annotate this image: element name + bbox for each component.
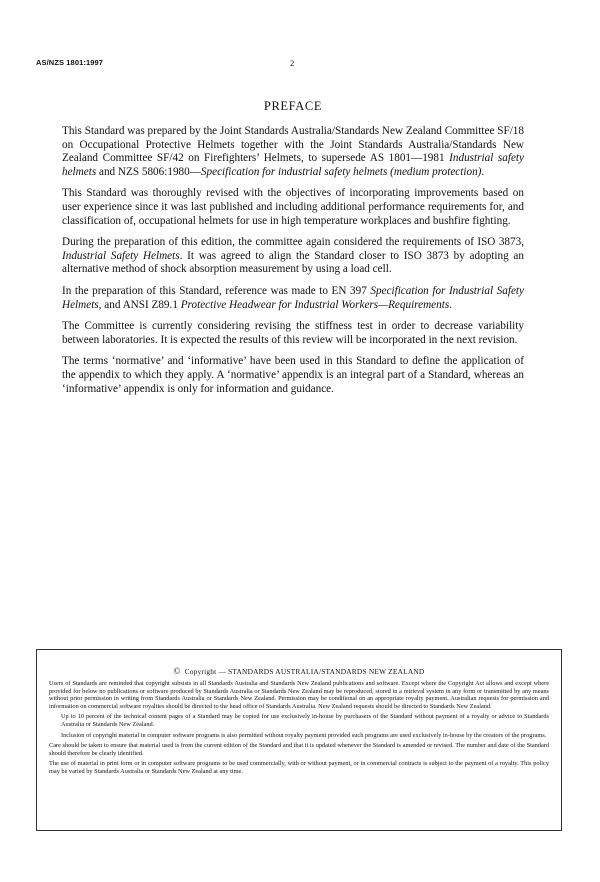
copyright-notice-box — [36, 649, 562, 831]
standard-title: Industrial safety helmets — [62, 152, 524, 178]
copyright-paragraph-5: The use of material in print form or in computer software programs to be used commercially, with or without payment, or in commercial contracts is subject to the payment of a royalty. This policy may be varied by Standards Australia or Standards New Zealand at any time. — [49, 760, 549, 775]
page-header — [36, 58, 564, 72]
copyright-title-text: Copyright — STANDARDS AUSTRALIA/STANDARDS NEW ZEALAND — [184, 667, 425, 676]
standard-title: Industrial Safety Helmets — [62, 249, 180, 262]
paragraph-text: During the preparation of this edition, the committee again considered the requirements of ISO 3873, — [62, 236, 524, 249]
standard-title: Specification for Industrial Safety Helmets — [62, 284, 524, 311]
preface-paragraph-5: The Committee is currently considering revising the stiffness test in order to decrease variability between laboratories. It is expected the results of this review will be incorporated in the next revision. — [62, 320, 524, 346]
copyright-title — [49, 666, 549, 676]
copyright-paragraph-4: Care should be taken to ensure that material used is from the current edition of the Standard and that it is updated whenever the Standard is amended or revised. The number and date of the Standard should therefore be clearly identified. — [49, 742, 549, 757]
paragraph-text: , and ANSI Z89.1 — [98, 298, 181, 311]
paragraph-text: In the preparation of this Standard, reference was made to EN 397 — [62, 284, 371, 297]
standard-title: Specification for industrial safety helmets (medium protection) — [200, 165, 482, 178]
standard-title: Protective Headwear for Industrial Workers—Requirements — [180, 298, 450, 311]
paragraph-text: and NZS 5806:1980— — [96, 165, 201, 178]
preface-paragraph-6: The terms ‘normative’ and ‘informative’ have been used in this Standard to define the application of the appendix to which they apply. A ‘normative’ appendix is an integral part of a Standard, whereas an ‘informative’ appendix is only for information and guidance. — [62, 355, 524, 395]
copyright-paragraph-3: Inclusion of copyright material in computer software programs is also permitted without royalty payment provided such programs are used exclusively in-house by the creators of the programs. — [61, 731, 547, 739]
copyright-paragraph-1: Users of Standards are reminded that copyright subsists in all Standards Australia and Standards New Zealand publications and software. Except where the Copyright Act allows and except where provided for below no publications or software produced by Standards Australia or Standards New Zealand may be reproduced, stored in a retrieval system in any form or transmitted by any means without prior permission in writing from Standards Australia or Standards New Zealand. Permission may be conditional on an appropriate royalty payment. Australian requests for permission and information on commercial software royalties should be directed to the head office of Standards Australia. New Zealand requests should be directed to Standards New Zealand. — [49, 680, 549, 710]
copyright-icon: © — [173, 666, 181, 676]
paragraph-text: . — [449, 298, 452, 311]
paragraph-text: . It was agreed to align the Standard closer to ISO 3873 by adopting an alternative method of shock absorption measurement by using a load cell. — [62, 249, 524, 276]
paragraph-text: . — [481, 165, 485, 178]
document-id: AS/NZS 1801:1997 — [36, 58, 104, 67]
preface-paragraph-4 — [62, 285, 524, 312]
section-title: PREFACE — [263, 99, 323, 113]
preface-paragraph-3 — [62, 236, 524, 277]
preface-paragraph-1 — [62, 125, 524, 179]
preface-body — [62, 125, 524, 404]
copyright-paragraph-2: Up to 10 percent of the technical content pages of a Standard may be copied for use exclusively in-house by purchasers of the Standard without payment of a royalty or advice to Standards Australia or Standards New Zealand. — [61, 713, 549, 728]
preface-paragraph-2: This Standard was thoroughly revised with the objectives of incorporating improvements based on user experience since it was last published and including additional performance requirements for, and classification of, occupational helmets for use in high temperature workplaces and bushfire fighting. — [62, 187, 524, 227]
page-number: 2 — [290, 58, 295, 68]
paragraph-text: This Standard was prepared by the Joint Standards Australia/Standards New Zealand Committee SF/18 on Occupational Protective Helmets together with the Joint Standards Australia/Standards New Zealand Committee SF/42 on Firefighters’ Helmets, to supersede AS 1801—1981 — [62, 125, 524, 165]
